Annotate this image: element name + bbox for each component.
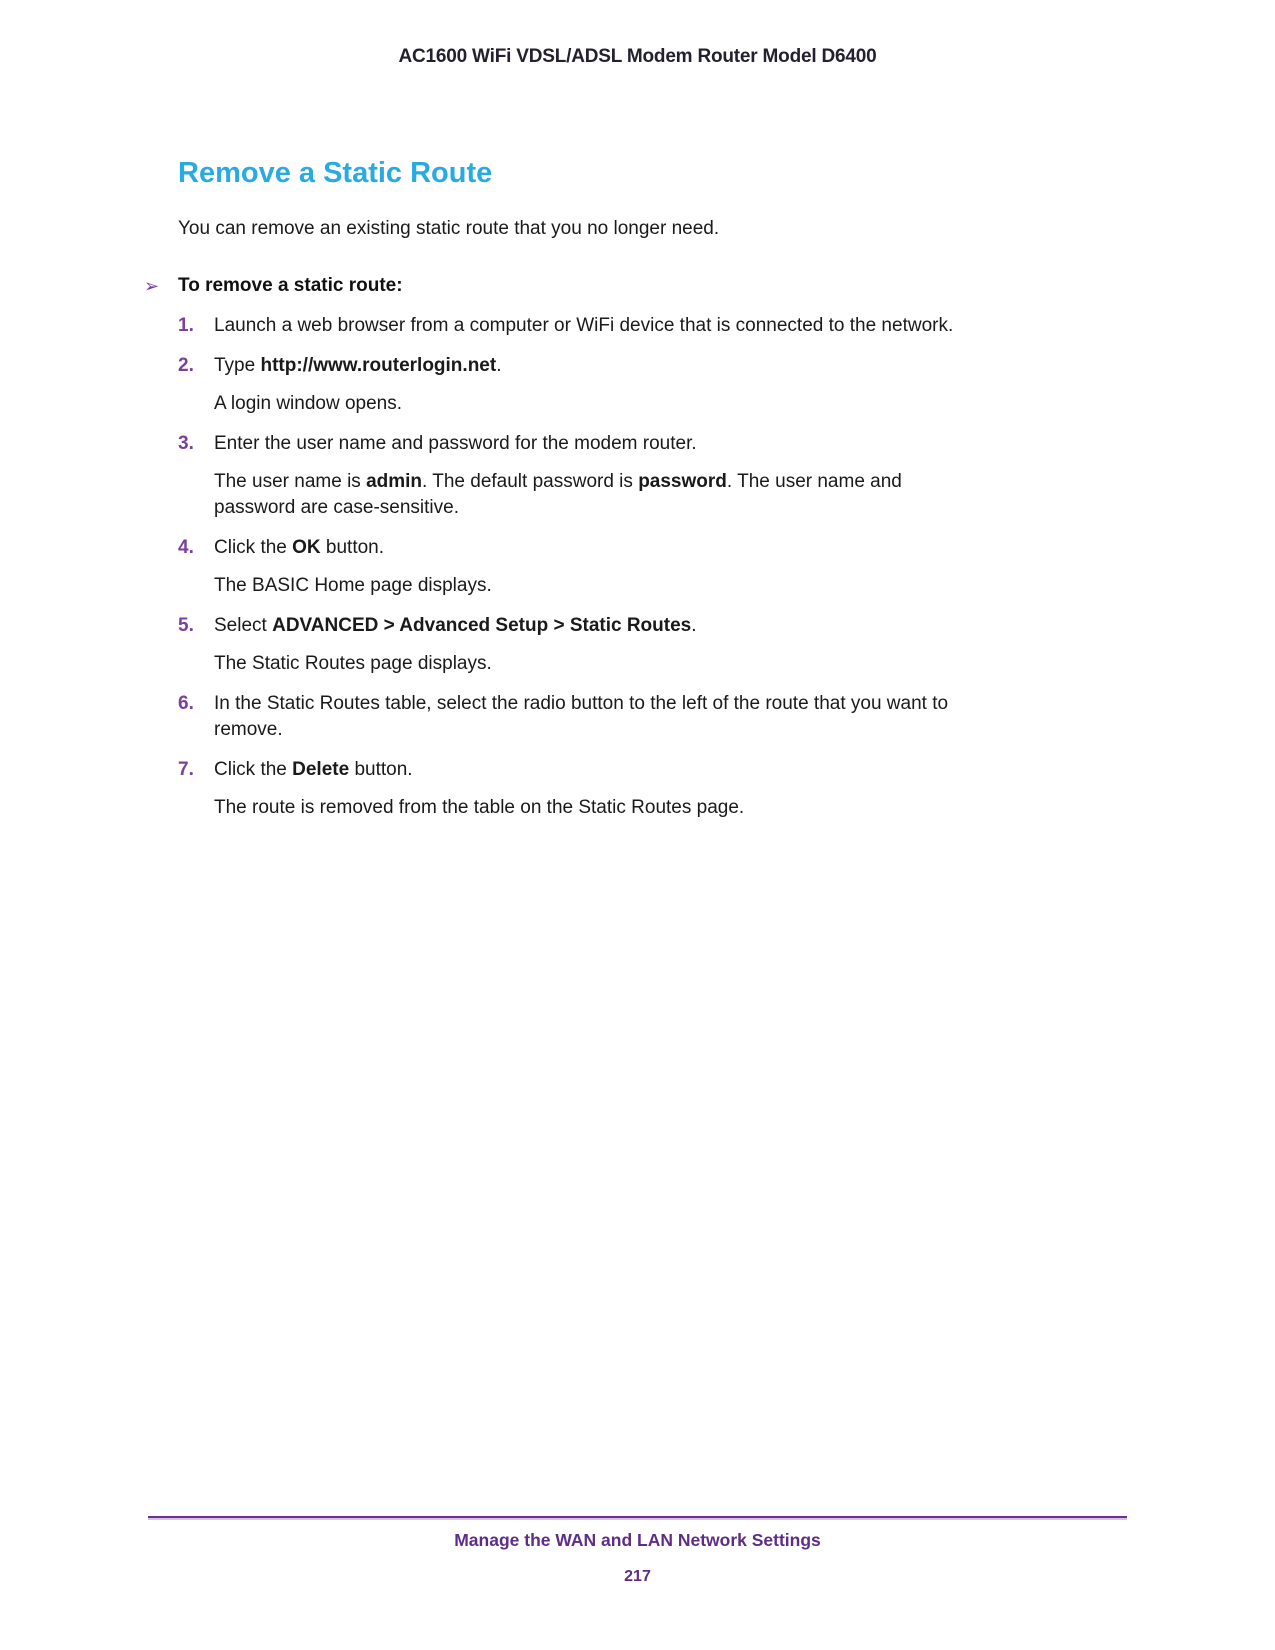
- text-run: The user name is: [214, 471, 367, 492]
- page-number: 217: [624, 1568, 651, 1585]
- text-run: Type: [214, 355, 261, 376]
- text-run: Launch a web browser from a computer or WiFi device that is connected to the network.: [214, 315, 954, 336]
- step-text: [214, 613, 1135, 639]
- step-number: 2.: [178, 355, 194, 376]
- step-item-2: [178, 353, 1135, 417]
- step-result-paragraph: [214, 795, 1135, 821]
- step-list: [178, 313, 1135, 821]
- text-run: button.: [320, 537, 385, 558]
- text-run: A login window opens.: [214, 393, 403, 414]
- text-run: Click the: [214, 537, 293, 558]
- step-text: [214, 691, 1135, 743]
- text-run: The BASIC Home page displays.: [214, 575, 492, 596]
- bold-text-run: password: [638, 471, 727, 492]
- step-item-7: [178, 757, 1135, 821]
- text-run: Enter the user name and password for the modem router.: [214, 433, 697, 454]
- step-text: [214, 757, 1135, 783]
- step-number: 5.: [178, 615, 194, 636]
- step-item-4: [178, 535, 1135, 599]
- step-number: 1.: [178, 315, 194, 336]
- intro-paragraph: You can remove an existing static route that you no longer need.: [178, 218, 720, 239]
- step-number: 3.: [178, 433, 194, 454]
- step-result-paragraph: [214, 391, 1135, 417]
- step-result-paragraph: [214, 651, 1135, 677]
- text-run: . The user name and: [726, 471, 902, 492]
- footer-divider: [148, 1516, 1127, 1518]
- step-text: [214, 353, 1135, 379]
- procedure-heading: [144, 273, 1135, 299]
- text-run: . The default password is: [422, 471, 639, 492]
- step-text: [214, 431, 1135, 457]
- step-result-paragraph: [214, 469, 1135, 521]
- bold-text-run: Delete: [292, 759, 350, 780]
- text-run: password are case-sensitive.: [214, 497, 459, 518]
- step-result-paragraph: [214, 573, 1135, 599]
- footer-chapter-title: Manage the WAN and LAN Network Settings: [454, 1530, 821, 1550]
- step-text: [214, 313, 1135, 339]
- bold-text-run: http://www.routerlogin.net: [260, 355, 497, 376]
- text-run: remove.: [214, 719, 283, 740]
- text-run: Click the: [214, 759, 293, 780]
- step-number: 6.: [178, 693, 194, 714]
- text-run: button.: [349, 759, 413, 780]
- page-content: [144, 155, 1135, 835]
- page-title: Remove a Static Route: [178, 157, 493, 189]
- text-run: .: [496, 355, 502, 376]
- step-item-5: [178, 613, 1135, 677]
- step-item-3: [178, 431, 1135, 521]
- text-run: In the Static Routes table, select the radio button to the left of the route that you want to: [214, 693, 949, 714]
- step-item-1: [178, 313, 1135, 339]
- step-item-6: [178, 691, 1135, 743]
- text-run: The Static Routes page displays.: [214, 653, 492, 674]
- bold-text-run: admin: [366, 471, 423, 492]
- procedure-heading-label: To remove a static route:: [178, 275, 403, 296]
- text-run: .: [691, 615, 697, 636]
- arrow-bullet-icon: ➢: [144, 276, 160, 296]
- text-run: Select: [214, 615, 273, 636]
- text-run: The route is removed from the table on the Static Routes page.: [214, 797, 745, 818]
- step-text: [214, 535, 1135, 561]
- step-number: 4.: [178, 537, 194, 558]
- step-number: 7.: [178, 759, 194, 780]
- bold-text-run: OK: [292, 537, 321, 558]
- bold-text-run: ADVANCED > Advanced Setup > Static Routes: [272, 615, 692, 636]
- running-header: AC1600 WiFi VDSL/ADSL Modem Router Model D6400: [398, 46, 877, 67]
